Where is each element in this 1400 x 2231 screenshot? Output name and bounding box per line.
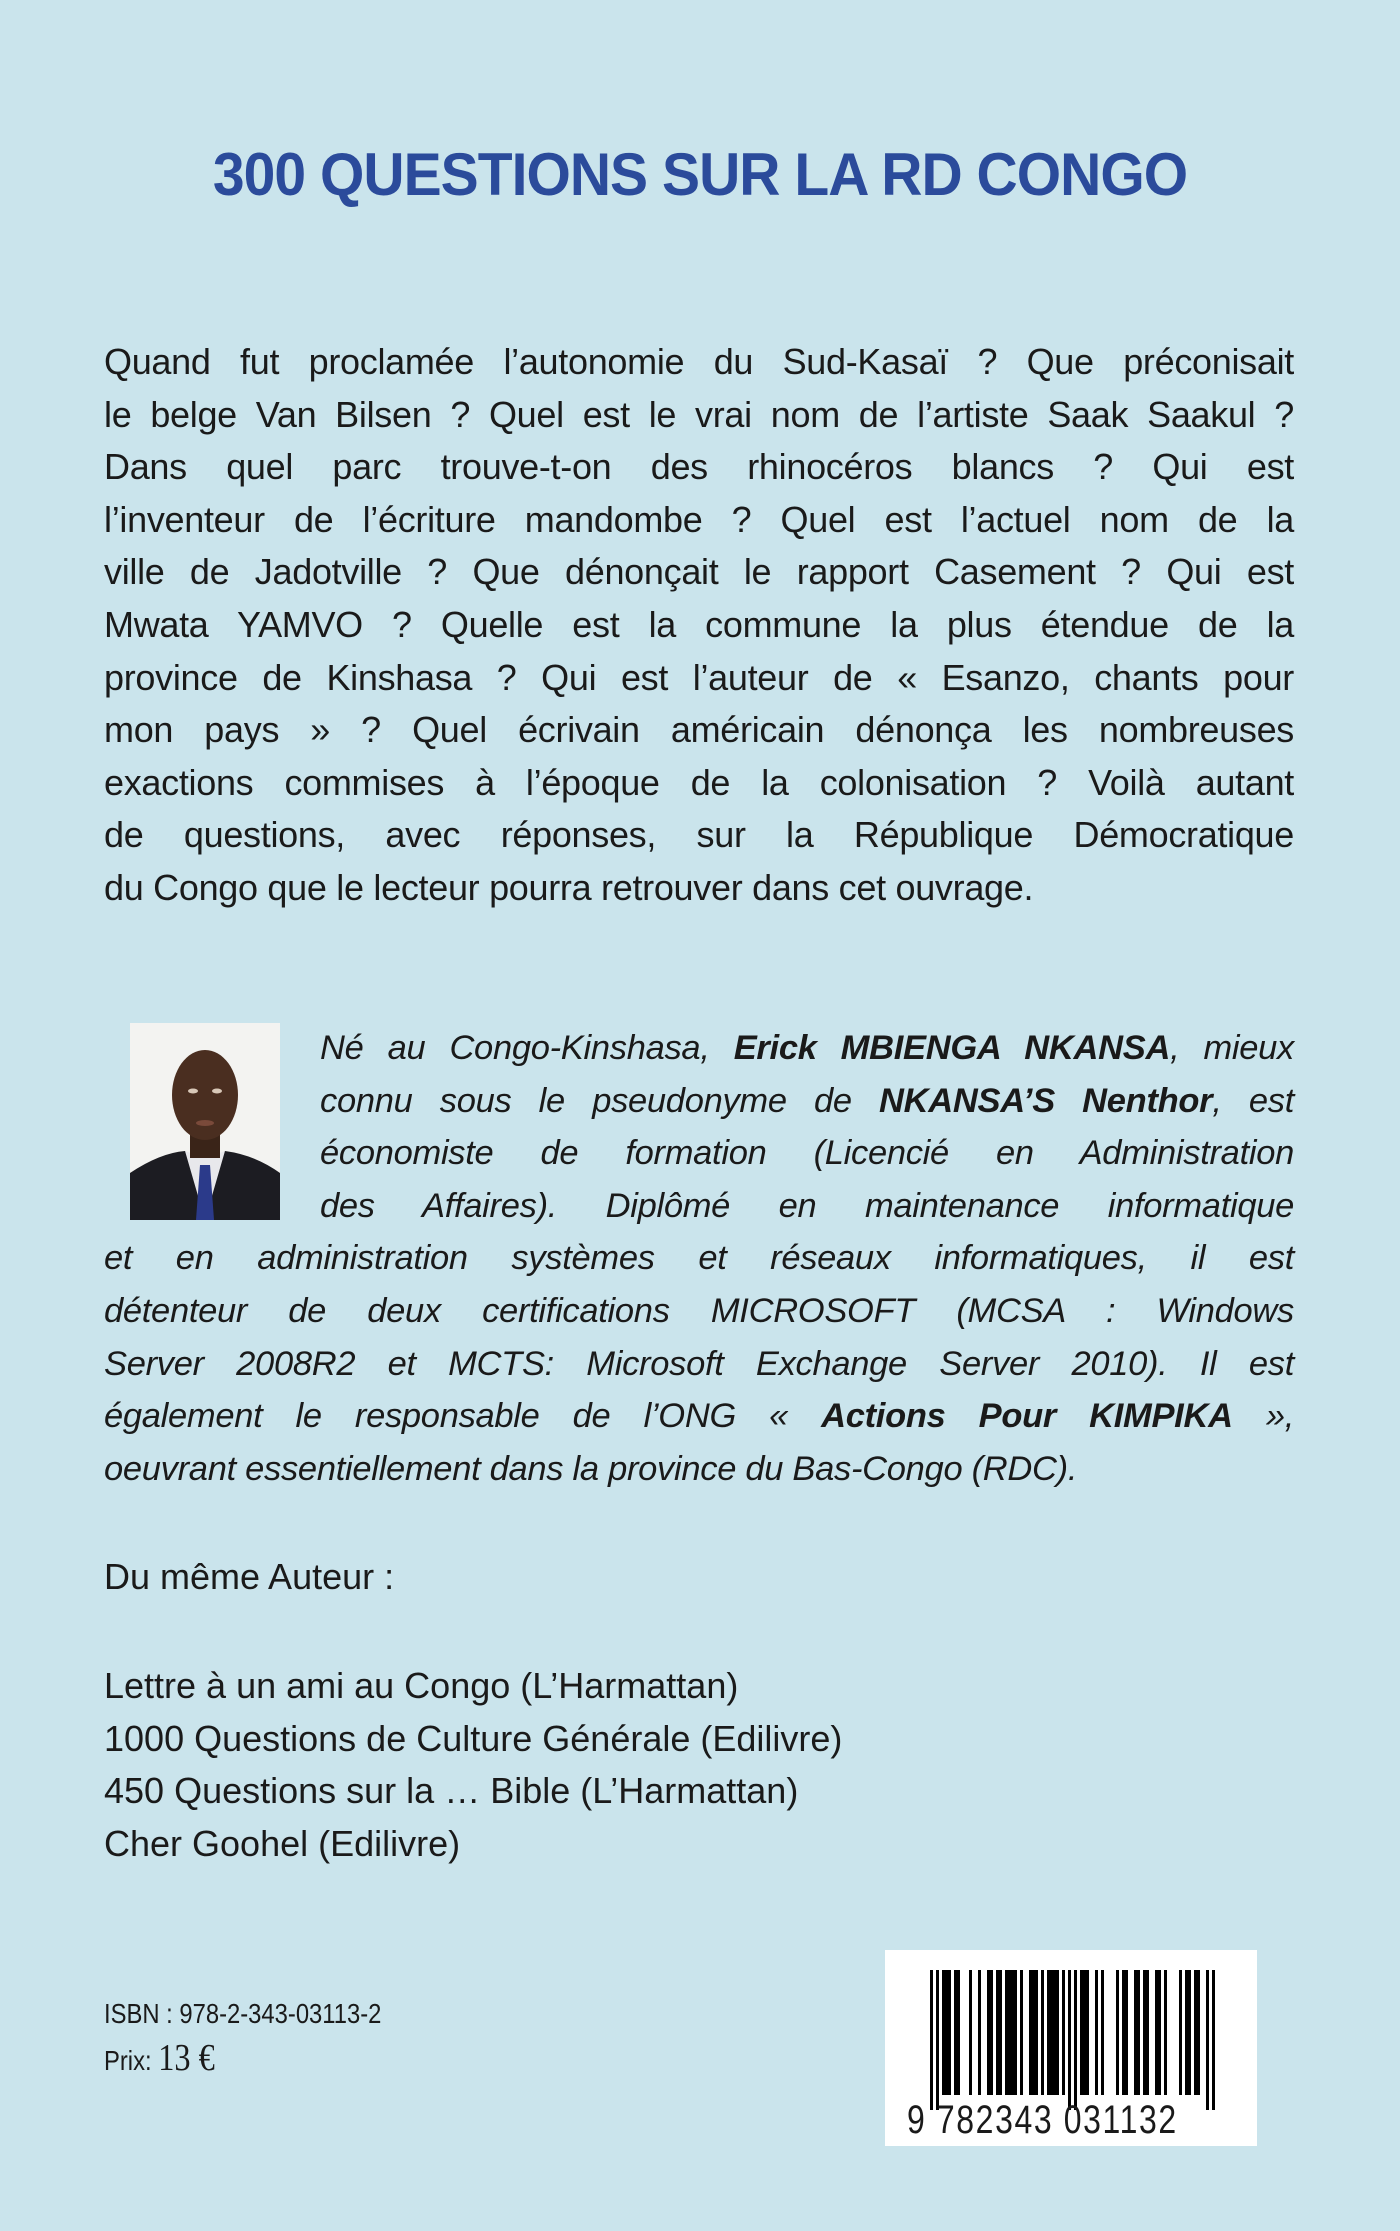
barcode-bar [1050,1970,1053,2095]
barcode-bar [1116,1970,1119,2095]
isbn: ISBN : 978-2-343-03113-2 [104,1998,382,2029]
book-list-item: Lettre à un ami au Congo (L’Harmattan) [104,1665,739,1706]
bio-line [320,1075,1294,1128]
blurb-text [104,336,1294,915]
blurb-line: du Congo que le lecteur pourra retrouver dans cet ouvrage. [104,866,1034,908]
bio-text: également le responsable de l’ONG « [104,1397,822,1436]
bio-text: , mieux [1170,1029,1294,1067]
bio-text: Né au Congo-Kinshasa, [320,1029,734,1067]
blurb-line: mon pays » ? Quel écrivain américain dénonça les nombreuses [104,709,1294,751]
barcode-bar [1086,1970,1089,2095]
bio-text: économiste de formation (Licencié en Administration [320,1134,1294,1173]
bio-bold-text: Erick MBIENGA NKANSA [733,1029,1171,1067]
barcode-bar [1095,1970,1098,2095]
barcode-bar [1206,1970,1209,2110]
blurb-line: Quand fut proclamée l’autonomie du Sud-Kasaï ? Que préconisait [104,341,1294,382]
barcode-bar [978,1970,981,2095]
price [104,2036,215,2080]
bio-line [104,1338,1294,1391]
blurb-line: le belge Van Bilsen ? Quel est le vrai nom de l’artiste Saak Saakul ? [104,393,1294,435]
bio-text: Server 2008R2 et MCTS: Microsoft Exchange Server 2010). Il est [104,1344,1294,1383]
book-list-item: Cher Goohel (Edilivre) [104,1822,461,1864]
barcode-bar [1122,1970,1125,2095]
blurb-line: Dans quel parc trouve-t-on des rhinocéros blancs ? Qui est [104,446,1294,488]
barcode-bar [1185,1970,1188,2095]
price-value: 13 € [158,2037,215,2079]
barcode-bar [1014,1970,1017,2095]
blurb-line: province de Kinshasa ? Qui est l’auteur de « Esanzo, chants pour [104,656,1294,698]
book-list [104,1660,842,1870]
blurb-line: l’inventeur de l’écriture mandombe ? Quel est l’actuel nom de la [104,498,1294,540]
barcode-digits: 9 782343 031132 [907,2098,1178,2142]
bio-text: connu sous le pseudonyme de [320,1081,880,1120]
barcode-bar [1197,1970,1200,2095]
barcode-bar [1068,1970,1071,2110]
barcode-bar [990,1970,993,2095]
bio-line [320,1022,1294,1075]
bio-text: », [1232,1397,1294,1436]
barcode-bar [936,1970,939,2110]
barcode-bar [957,1970,960,2095]
barcode-bar [1053,1970,1056,2095]
barcode-bar [1074,1970,1077,2110]
barcode-bar [1083,1970,1086,2095]
same-author-heading: Du même Auteur : [104,1556,395,1597]
barcode-bar [1029,1970,1032,2095]
barcode-bar [969,1970,972,2095]
blurb-line: exactions commises à l’époque de la colonisation ? Voilà autant [104,761,1294,803]
barcode-bar [1041,1970,1044,2095]
bio-line [104,1232,1294,1285]
blurb-line: de questions, avec réponses, sur la République Démocratique [104,814,1294,856]
book-list-item: 450 Questions sur la … Bible (L’Harmattan) [104,1770,799,1812]
barcode-bar [1035,1970,1038,2095]
barcode-bar [987,1970,990,2095]
barcode-bar [1143,1970,1146,2095]
barcode-bar [948,1970,951,2095]
bio-bold-text: Actions Pour KIMPIKA [821,1397,1233,1436]
barcode-bar [945,1970,948,2095]
barcode-bar [1020,1970,1023,2095]
barcode-bar [1125,1970,1128,2095]
barcode-bar [1194,1970,1197,2095]
barcode-bar [1080,1970,1083,2095]
bio-line [320,1127,1294,1180]
barcode-bar [1008,1970,1011,2095]
barcode-bar [1164,1970,1167,2095]
book-list-item: 1000 Questions de Culture Générale (Edilivre) [104,1717,843,1759]
bio-text: , est [1212,1081,1294,1120]
barcode-bar [1137,1970,1140,2095]
bio-text: détenteur de deux certifications MICROSOFT (MCSA : Windows [104,1291,1294,1330]
barcode-bar [1032,1970,1035,2095]
barcode-bar [930,1970,933,2110]
bio-bold-text: NKANSA’S Nenthor [879,1081,1213,1120]
barcode-bar [1062,1970,1065,2095]
barcode-bar [999,1970,1002,2095]
blurb-line: ville de Jadotville ? Que dénonçait le rapport Casement ? Qui est [104,551,1294,593]
barcode [885,1950,1257,2146]
book-title: 300 QUESTIONS SUR LA RD CONGO [212,141,1188,208]
bio-text: et en administration systèmes et réseaux informatiques, il est [104,1239,1294,1278]
barcode-bar [1005,1970,1008,2095]
barcode-bar [1011,1970,1014,2095]
barcode-bar [1047,1970,1050,2095]
price-label: Prix: [104,2045,152,2076]
barcode-bar [1056,1970,1059,2095]
author-biography [104,1022,1294,1495]
bio-line [104,1285,1294,1338]
blurb-line: Mwata YAMVO ? Quelle est la commune la plus étendue de la [104,603,1294,645]
bio-line [104,1443,1294,1496]
bio-text: oeuvrant essentiellement dans la province du Bas-Congo (RDC). [104,1449,1078,1488]
barcode-bar [1146,1970,1149,2095]
barcode-bar [1212,1970,1215,2110]
barcode-bar [1101,1970,1104,2095]
barcode-bar [1188,1970,1191,2095]
barcode-bar [1155,1970,1158,2095]
barcode-bar [1158,1970,1161,2095]
barcode-bar [996,1970,999,2095]
barcode-bar [954,1970,957,2095]
barcode-bar [1179,1970,1182,2095]
barcode-bar [942,1970,945,2095]
bio-line [104,1390,1294,1443]
bio-line [320,1180,1294,1233]
barcode-bar [1134,1970,1137,2095]
bio-text: des Affaires). Diplômé en maintenance informatique [320,1186,1294,1225]
